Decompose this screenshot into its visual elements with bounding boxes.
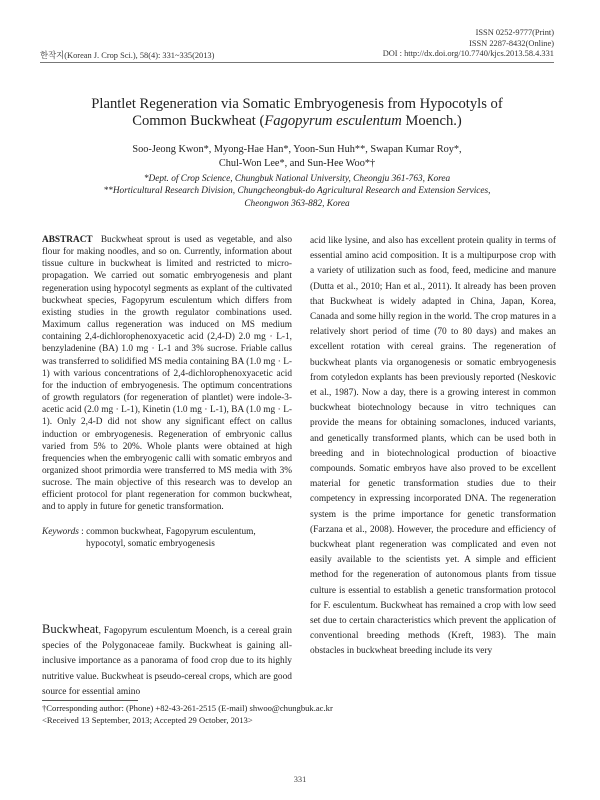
title-line-2 bbox=[40, 113, 554, 130]
received-dates: <Received 13 September, 2013; Accepted 29 October, 2013> bbox=[42, 714, 253, 725]
abstract-paragraph bbox=[42, 234, 292, 514]
intro-lead-word: Buckwheat bbox=[42, 622, 99, 636]
abstract-heading: ABSTRACT bbox=[42, 235, 93, 245]
intro-text: , Fagopyrum esculentum Moench, is a cereal grain species of the Polygonaceae family. Buckwheat is gaining all-inclusive importance as a panorama of food crop due to its highly nutritive value. Buckwheat is pseudo-cereal crops, which are good source for essential amino bbox=[42, 626, 292, 697]
issn-online: ISSN 2287-8432(Online) bbox=[469, 38, 554, 48]
keywords-line-2: hypocotyl, somatic embryogenesis bbox=[86, 538, 215, 549]
abstract-column bbox=[42, 234, 292, 550]
authors-line-1: Soo-Jeong Kwon*, Myong-Hae Han*, Yoon-Sun Huh**, Swapan Kumar Roy*, bbox=[132, 144, 462, 155]
right-column bbox=[310, 234, 556, 660]
header-divider bbox=[40, 62, 554, 63]
paper-title bbox=[40, 96, 554, 130]
title-text: Common Buckwheat ( bbox=[132, 113, 265, 129]
introduction-start bbox=[42, 622, 292, 700]
affiliation-1: *Dept. of Crop Science, Chungbuk National University, Cheongju 361-763, Korea bbox=[143, 174, 451, 184]
keywords-label: Keywords bbox=[42, 526, 79, 537]
affiliations bbox=[40, 173, 554, 210]
species-name: Fagopyrum esculentum bbox=[264, 113, 402, 129]
keywords bbox=[42, 526, 292, 550]
abstract-text: Buckwheat sprout is used as vegetable, and also flour for making noodles, and so on. Currently, information about tissue culture in buckwheat is limited and restricted to micro-propagation. We carried out somatic embryogenesis and plant regeneration using hypocotyl segments as explant of the cultivated buckwheat species, Fagopyrum esculentum which differs from existing studies in the growth regulator combinations used. Maximum callus regeneration was induced on MS medium containing 2,4-dichlorophenoxyacetic acid (2,4-D) 2.0 mg · L-1, benzyladenine (BA) 1.0 mg · L-1 and 3% sucrose. Friable callus was transferred to solidified MS media containing BA (1.0 mg · L-1) with various concentrations of 2,4-dichlorophenoxyacetic acid for the induction of embryogenesis. The optimum concentrations of growth regulators (for regeneration of plantlet) were indole-3-acetic acid (2.0 mg · L-1), Kinetin (1.0 mg · L-1), BA (1.0 mg · L-1). Only 2,4-D did not show any significant effect on callus induction or embryogenesis. Regeneration of embryonic callus varied from 5% to 20%. Whole plants were obtained at high frequencies when the embryogenic calli with somatic embryos and organized shoot primordia were transferred to MS media with 3% sucrose. The main objective of this research was to develop an efficient protocol for plant regeneration for common buckwheat, and to apply in future for genetic transformation. bbox=[42, 235, 292, 513]
keywords-line-1: : common buckwheat, Fagopyrum esculentum, bbox=[81, 526, 256, 537]
page-number: 331 bbox=[293, 775, 307, 784]
authors-line-2: Chul-Won Lee*, and Sun-Hee Woo*† bbox=[218, 158, 376, 169]
journal-reference: 한작지(Korean J. Crop Sci.), 58(4): 331~335(2013) bbox=[40, 51, 215, 60]
title-text-end: Moench.) bbox=[401, 113, 462, 129]
right-column-text: acid like lysine, and also has excellent protein quality in terms of essential amino acid composition. It is a multipurpose crop with a variety of utilization such as food, feed, medicine and manure (Dutta et al., 2010; Han et al., 2011). It already has been proven that Buckwheat is widely adapted in China, Japan, Korea, Canada and some hilly region in the world. The crop matures in a relatively short period of time (70 to 80 days) and makes an excellent rotation with cereal grains. The regeneration of buckwheat plants via organogenesis or somatic embryogenesis from cotyledon explants has been previously reported (Neskovic et al., 1987). Now a day, there is a growing interest in common buckwheat biotechnology because in vitro techniques can provide the means for obtaining somaclones, induced variants, and genetically transformed plants, which can be used both in breeding and in biotechnological production of bioactive compounds. Somatic embryos have also proved to be excellent material for genetic transformation studies due to their competency in expressing incorporated DNA. The regeneration system is the prime importance for genetic transformation (Farzana et al., 2008). However, the procedure and efficiency of buckwheat plant regeneration was complicated and even not easily available to the scientists yet. A simple and efficient method for the regeneration of autonomous plants from tissue culture is essential to establish a genetic transformation protocol for F. esculentum. Buckwheat has remained a crop with low seed set due to certain characteristics which prevent the application of conventional breeding methods (Kreft, 1983). The main obstacles in buckwheat breeding include its very bbox=[310, 236, 556, 657]
footnote-divider bbox=[42, 700, 138, 701]
title-line-1: Plantlet Regeneration via Somatic Embryogenesis from Hypocotyls of bbox=[91, 96, 503, 112]
affiliation-2: **Horticultural Research Division, Chungcheongbuk-do Agricultural Research and Extension Services, bbox=[103, 186, 491, 197]
corresponding-author: †Corresponding author: (Phone) +82-43-261-2515 (E-mail) shwoo@chungbuk.ac.kr bbox=[42, 703, 333, 713]
doi-link[interactable]: DOI : http://dx.doi.org/10.7740/kjcs.2013.58.4.331 bbox=[382, 49, 554, 59]
affiliation-3: Cheongwon 363-882, Korea bbox=[244, 198, 350, 209]
issn-print: ISSN 0252-9777(Print) bbox=[475, 28, 554, 37]
footnote bbox=[42, 703, 333, 726]
author-list bbox=[40, 143, 554, 171]
issn-block bbox=[383, 28, 554, 60]
